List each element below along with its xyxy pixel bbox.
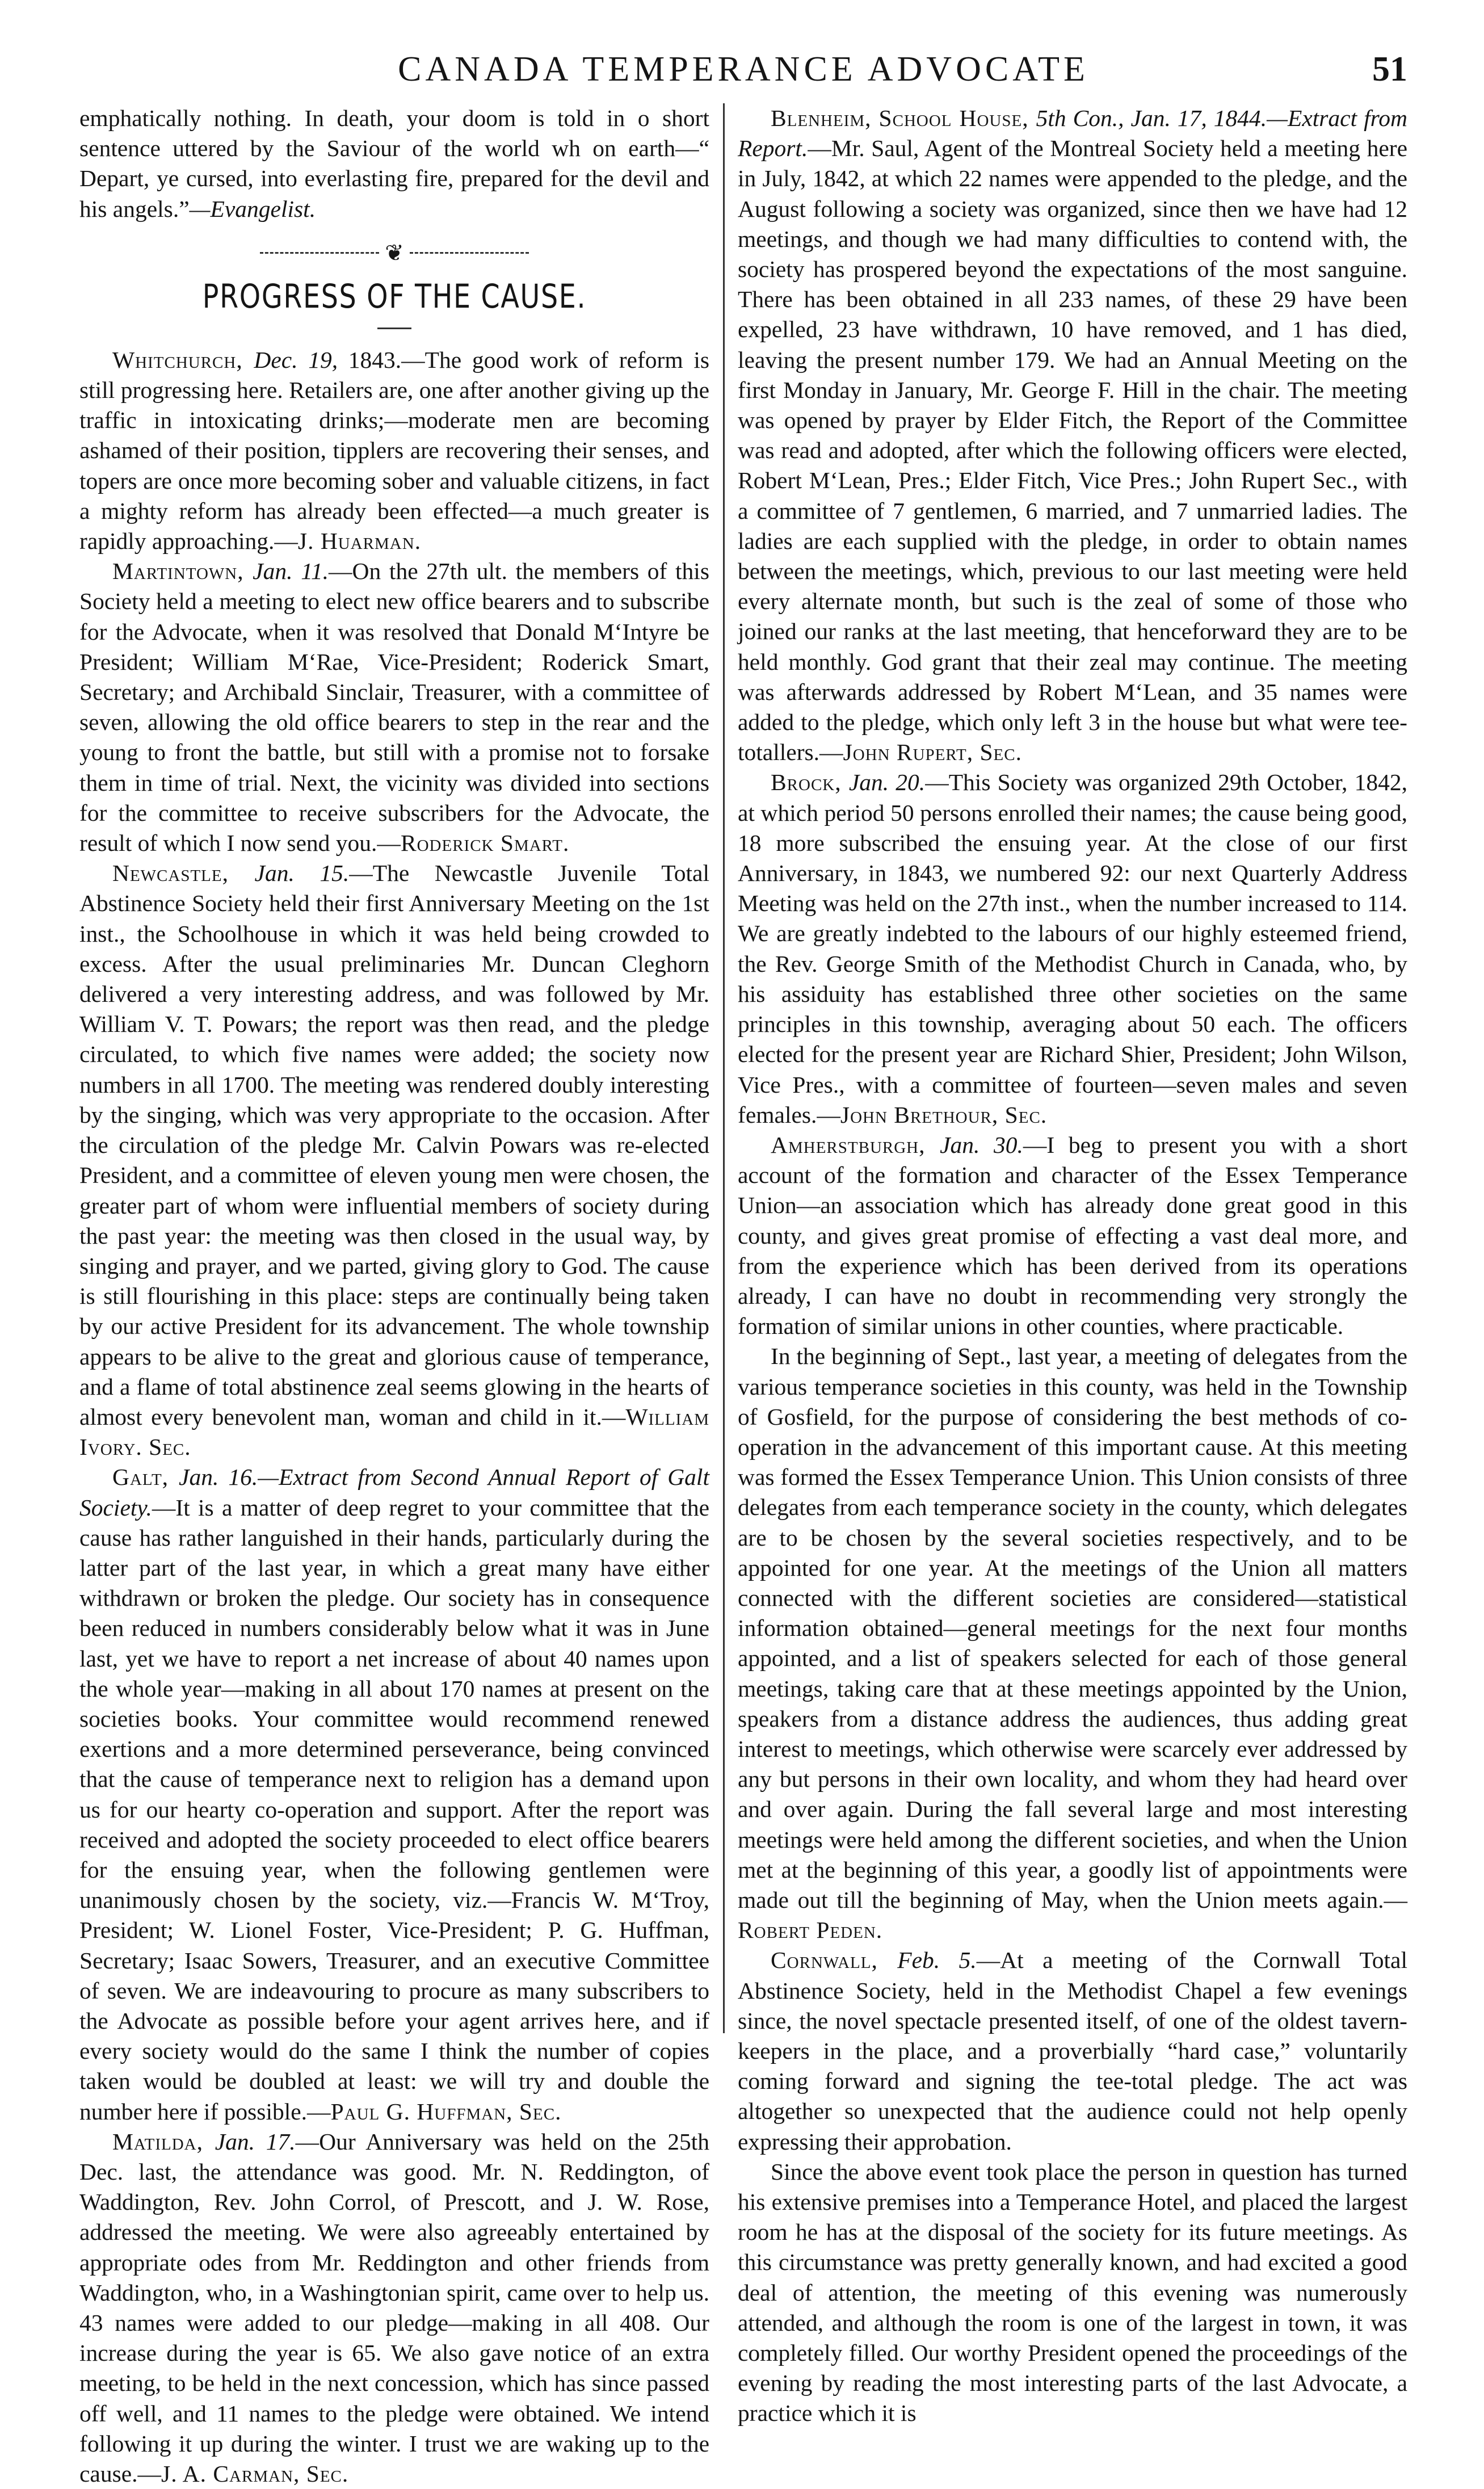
report-place: Whitchurch, (112, 346, 254, 373)
report-signature: John Rupert, Sec. (843, 739, 1022, 766)
report-date: Jan. 11. (253, 558, 329, 585)
report-place: Galt, (112, 1464, 179, 1491)
report-cornwall-continued (738, 2157, 1407, 2429)
report-date: Jan. 30. (940, 1131, 1023, 1158)
ornament-rule-right (410, 252, 529, 254)
report-blenheim (738, 103, 1407, 767)
right-column (738, 103, 1408, 2427)
report-place: Matilda, (112, 2128, 215, 2155)
report-place: Newcastle, (112, 860, 255, 887)
report-body: —It is a matter of deep regret to your committee that the cause has rather languished in their hands, particularly during the latter part of the last year, in which a great many have either withdrawn or broken the pledge. Our society has in consequence been reduced in numbers considerably below what it was in June last, yet we have to report a net increase of about 40 names upon the whole year—making in all about 170 names at present on the societies books. Your committee would recommend renewed exertions and a more determined perseverance, being convinced that the cause of temperance next to religion has a demand upon us for our hearty co-operation and support. After the report was received and adopted the society proceeded to elect office bearers for the ensuing year, when the following gentlemen were unanimously chosen by the society, viz.—Francis W. M‘Troy, President; W. Lionel Foster, Vice-President; P. G. Huffman, Secretary; Isaac Sowers, Treasurer, and an executive Committee of seven. We are indeavouring to procure as many subscribers to the Advocate as possible before your agent arrives here, and if every society would do the same I think the number of copies taken would be doubled at least: we will try and double the number here if possible.— (79, 1494, 709, 2125)
report-body: —I beg to present you with a short account of the formation and character of the Essex Temperance Union—an association which has already done great good in this county, and gives great promise of effecting a vast deal more, and from the experience which has been derived from its operations already, I can have no doubt in recommending very strongly the formation of similar unions in other counties, where practicable. (738, 1131, 1408, 1340)
report-signature: William Ivory. Sec. (79, 1403, 709, 1460)
report-matilda (79, 2127, 709, 2489)
report-body: —Our Anniversary was held on the 25th Dec. last, the attendance was good. Mr. N. Reddington, of Waddington, Rev. John Corrol, of Prescott, and J. W. Rose, addressed the meeting. We were also agreeably entertained by appropriate odes from Mr. Reddington and other friends from Waddington, who, in a Washingtonian spirit, came over to help us. 43 names were added to our pledge—making in all 408. Our increase during the year is 65. We also gave notice of an extra meeting, to be held in the next concession, which has since passed off well, and 11 names to the pledge were obtained. We intend following it up during the winter. I trust we are waking up to the cause.— (79, 2128, 709, 2487)
report-cornwall (738, 1945, 1407, 2156)
report-place: Brock, (771, 769, 849, 796)
report-signature: J. Huarman. (297, 528, 422, 555)
report-galt (79, 1462, 709, 2126)
report-body: 1843.—The good work of reform is still progressing here. Retailers are, one after another giving up the traffic in intoxicating drinks;—moderate men are becoming ashamed of their position, tipplers are recovering their senses, and topers are once more becoming sober and valuable citizens, in fact a mighty reform has already been effected—a much greater is rapidly approaching.— (79, 346, 709, 555)
report-martintown (79, 556, 709, 858)
left-column (79, 103, 709, 2487)
title-underline (377, 328, 411, 329)
report-body: —Mr. Saul, Agent of the Montreal Society held a meeting here in July, 1842, at which 22 names were appended to the pledge, and the August following a society was organized, since then we have had 12 meetings, and though we had many difficulties to contend with, the society has prospered beyond the expectations of the most sanguine. There has been obtained in all 233 names, of these 29 have been expelled, 23 have withdrawn, 10 have removed, and 1 has died, leaving the present number 179. We had an Annual Meeting on the first Monday in January, Mr. George F. Hill in the chair. The meeting was opened by prayer by Elder Fitch, the Report of the Committee was read and adopted, after which the following officers were elected, Robert M‘Lean, Pres.; Elder Fitch, Vice Pres.; John Rupert Sec., with a committee of 7 gentlemen, 6 married, and 7 unmarried ladies. The ladies are each supplied with the pledge, in order to obtain names between the meetings, which, previous to our last meeting were held every alternate month, but such is the zeal of some of those who joined our ranks at the last meeting, that henceforward they are to be held monthly. God grant that their zeal may continue. The meeting was afterwards addressed by Robert M‘Lean, and 35 names were added to the pledge, which only left 3 in the house but what were tee-totallers.— (738, 135, 1407, 766)
report-brock (738, 767, 1407, 1130)
intro-source: —Evangelist. (189, 195, 316, 222)
report-date: Jan. 15. (254, 860, 350, 887)
report-place: Amherstburgh, (771, 1131, 940, 1158)
report-body: —This Society was organized 29th October, 1842, at which period 50 persons enrolled their names; the cause being good, 18 more subscribed the ensuing year. At the close of our first Anniversary, in 1843, we numbered 92: our next Quarterly Address Meeting was held on the 27th inst., when the number increased to 114. We are greatly indebted to the labours of our highly esteemed friend, the Rev. George Smith of the Methodist Church in Canada, who, by his assiduity has established three other societies on the same principles in this township, averaging about 50 each. The officers elected for the present year are Richard Shier, President; John Wilson, Vice Pres., with a committee of fourteen—seven males and seven females.— (738, 769, 1407, 1128)
report-signature: John Brethour, Sec. (840, 1101, 1048, 1128)
report-place: Blenheim, School House, (771, 105, 1036, 131)
report-date: Jan. 20. (848, 769, 926, 796)
running-head (79, 47, 1407, 92)
report-signature: Roderick Smart. (400, 830, 570, 857)
report-place: Cornwall, (771, 1947, 898, 1974)
report-date: Dec. 19, (254, 346, 338, 373)
section-title: PROGRESS OF THE CAUSE. (202, 276, 587, 316)
report-date: Feb. 5. (897, 1947, 977, 1974)
report-body: In the beginning of Sept., last year, a meeting of delegates from the various temperance societies in this county, was held in the Township of Gosfield, for the purpose of considering the best methods of co-operation in the advancement of this important cause. At this meeting was formed the Essex Temperance Union. This Union consists of three delegates from each temperance society in the county, which delegates are to be chosen by the several societies respectively, and to be appointed for one year. At the meetings of the Union all matters connected with the different societies are considered—statistical information obtained—general meetings for the next four months appointed, and a list of speakers selected for each of those general meetings, taking care that at these meetings appointed by the Union, speakers from a distance address the audiences, thus adding great interest to meetings, which otherwise were scarcely ever addressed by any but persons in their own locality, and whom they had heard over and over again. During the fall several large and most interesting meetings were held among the different societies, and when the Union met at the beginning of this year, a goodly list of appointments were made out till the beginning of May, when the Union meets again.— (738, 1343, 1407, 1913)
page-number: 51 (1372, 50, 1407, 89)
report-essex-union (738, 1341, 1407, 1945)
report-body: —On the 27th ult. the members of this Society held a meeting to elect new office bearers and to subscribe for the Advocate, when it was resolved that Donald M‘Intyre be President; William M‘Rae, Vice-President; Roderick Smart, Secretary; and Archibald Sinclair, Treasurer, with a committee of seven, allowing the old office bearers to step in the rear and the young to front the battle, but still with a promise not to forsake them in time of trial. Next, the vicinity was divided into sections for the committee to receive subscribers for the Advocate, the result of which I now send you.— (79, 558, 709, 857)
report-signature: Paul G. Huffman, Sec. (330, 2098, 562, 2125)
column-divider (723, 103, 725, 2033)
report-body: —The Newcastle Juvenile Total Abstinence Society held their first Anniversary Meeting on the 1st inst., the Schoolhouse in which it was held being crowded to excess. After the usual preliminaries Mr. Duncan Cleghorn delivered a very interesting address, and was followed by Mr. William V. T. Powars; the report was then read, and the pledge circulated, to which five names were added; the society now numbers in all 1700. The meeting was rendered doubly interesting by the singing, which was very appropriate to the occasion. After the circulation of the pledge Mr. Calvin Powars was re-elected President, and a committee of eleven young men were chosen, the greater part of whom were influential members of society during the past year: the meeting was then closed in the usual way, by singing and prayer, and we parted, giving glory to God. The cause is still flourishing in this place: steps are continually being taken by our active President for its advancement. The whole township appears to be alive to the great and glorious cause of temperance, and a flame of total abstinence zeal seems glowing in the hearts of almost every benevolent man, woman and child in it.— (79, 860, 709, 1430)
fleuron-icon: ❦ (385, 240, 404, 266)
report-whitchurch (79, 345, 709, 556)
report-body: —At a meeting of the Cornwall Total Abstinence Society, held in the Methodist Chapel a few evenings since, the novel spectacle presented itself, of one of the oldest tavern-keepers in the place, and a proverbially “hard case,” voluntarily coming forward and signing the tee-total pledge. The act was altogether so unexpected that the audience could not help openly expressing their approbation. (738, 1947, 1407, 2155)
intro-text: emphatically nothing. In death, your doom is told in o short sentence uttered by the Saviour of the world wh on earth—“ Depart, ye cursed, into everlasting fire, prepared for the devil and his angels.” (79, 105, 709, 222)
publication-title: CANADA TEMPERANCE ADVOCATE (398, 50, 1089, 89)
report-amherstburgh (738, 1130, 1407, 1341)
ornament-rule-left (260, 252, 379, 254)
report-signature: J. A. Carman, Sec. (161, 2461, 349, 2487)
report-date: Jan. 16.—Extract from Second Annual Report of Galt Society. (79, 1464, 709, 1521)
report-newcastle (79, 858, 709, 1462)
intro-paragraph (79, 103, 709, 224)
report-date: Jan. 17. (215, 2128, 296, 2155)
report-date: 5th Con., Jan. 17, 1844.—Extract from Report. (738, 105, 1407, 162)
report-body: Since the above event took place the person in question has turned his extensive premises into a Temperance Hotel, and placed the largest room he has at the disposal of the society for its future meetings. As this circumstance was pretty generally known, and had excited a good deal of attention, the meeting of this evening was numerously attended, and although the room is one of the largest in town, it was completely filled. Our worthy President opened the proceedings of the evening by reading the most interesting parts of the last Advocate, a practice which it is (738, 2158, 1407, 2427)
report-signature: Robert Peden. (738, 1917, 883, 1944)
report-place: Martintown, (112, 558, 253, 585)
section-ornament (79, 239, 709, 267)
